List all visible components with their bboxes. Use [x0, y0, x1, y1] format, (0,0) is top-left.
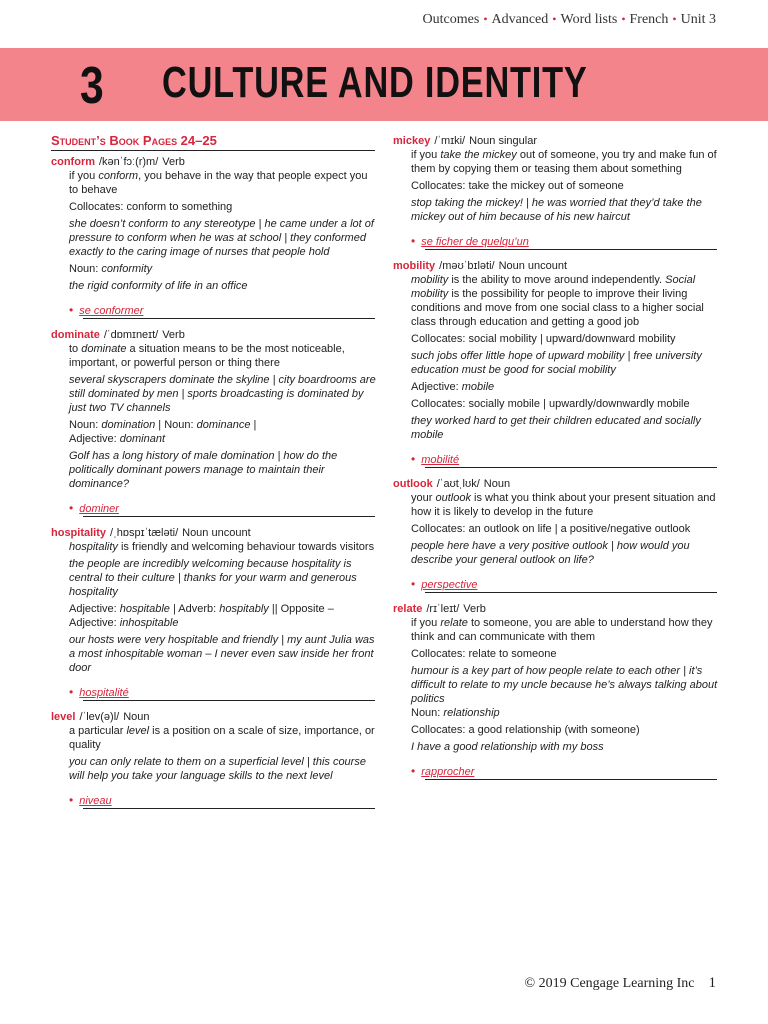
bullet-separator: •	[483, 12, 488, 26]
left-column	[51, 134, 376, 814]
related-adjective	[69, 432, 376, 446]
definition-text: to someone, you are able to understand how they think and can communicate with them	[411, 617, 713, 643]
label: Adjective:	[411, 381, 462, 393]
example: several skyscrapers dominate the skyline | city boardrooms are still dominated by men | sports broadcasting is dominated by just two TV channels	[69, 374, 376, 414]
headword-line	[51, 155, 376, 169]
definition	[69, 342, 376, 370]
underline-rule	[83, 808, 375, 809]
definition-text: is friendly and welcoming behaviour towards visitors	[117, 541, 375, 553]
crumb-unit: Unit 3	[680, 12, 716, 27]
definition-text: your	[411, 492, 436, 504]
crumb-level: Advanced	[491, 12, 549, 27]
definition-text: a situation means to be the most noticeable, important, or powerful person or thing there	[69, 343, 345, 369]
entry-outlook	[393, 477, 718, 592]
underline-rule	[83, 516, 375, 517]
pronunciation: /məʊˈbɪləti/	[439, 260, 495, 272]
definition-term: dominate	[81, 343, 127, 355]
related-adjective	[411, 380, 718, 394]
bullet-icon: •	[69, 685, 74, 699]
headword-line	[393, 134, 718, 148]
bullet-icon: •	[69, 793, 74, 807]
unit-number: 3	[80, 57, 104, 115]
crumb-wordlists: Word lists	[560, 12, 618, 27]
label: Adjective:	[69, 433, 120, 445]
definition-text: is a position on a scale of size, importance, or quality	[69, 725, 375, 751]
entry-body	[51, 540, 376, 675]
definition-text: is what you think about your present situation and how it is likely to develop in the future	[411, 492, 716, 518]
part-of-speech: Noun	[123, 711, 150, 723]
collocates: Collocates: socially mobile | upwardly/downwardly mobile	[411, 398, 690, 410]
label: Noun:	[411, 707, 444, 719]
crumb-language: French	[629, 12, 669, 27]
definition-text: if you	[411, 617, 441, 629]
pronunciation: /ˈdɒmɪneɪt/	[103, 329, 159, 341]
separator: |	[250, 419, 257, 431]
headword: hospitality	[51, 527, 107, 539]
headword-line	[51, 328, 376, 342]
definition	[69, 540, 376, 554]
example: Golf has a long history of male domination | how do the politically dominant powers manage to maintain their dominance?	[69, 450, 338, 490]
page-number: 1	[708, 975, 716, 991]
definition	[411, 616, 718, 644]
underline-rule	[83, 318, 375, 319]
related-word: domination	[101, 419, 156, 431]
bullet-icon: •	[411, 452, 416, 466]
label: Adjective:	[69, 603, 120, 615]
headword-line	[393, 259, 718, 273]
translation: dominer	[79, 503, 119, 515]
bullet-icon: •	[411, 764, 416, 778]
translation: hospitalité	[79, 687, 129, 699]
example: I have a good relationship with my boss	[411, 741, 604, 753]
section-heading: Student’s Book Pages 24–25	[51, 134, 375, 151]
collocates: Collocates: take the mickey out of someone	[411, 180, 624, 192]
related-word: hospitably	[219, 603, 269, 615]
definition-text: if you	[69, 170, 99, 182]
label: || Opposite – Adjective:	[69, 603, 334, 629]
crumb-outcomes: Outcomes	[422, 12, 480, 27]
pronunciation: /ˈmɪki/	[434, 135, 466, 147]
definition	[411, 148, 718, 176]
unit-banner	[0, 48, 768, 121]
entry-body	[393, 273, 718, 442]
part-of-speech: Noun	[483, 478, 511, 490]
definition-text: is the possibility for people to improve their living conditions and move from one social class to a higher social class through education and getting a good job	[411, 288, 704, 328]
label: | Adverb:	[169, 603, 220, 615]
definition-text: is the ability to move around independently.	[448, 274, 666, 286]
entry-hospitality	[51, 526, 376, 700]
pronunciation: /rɪˈleɪt/	[426, 603, 460, 615]
example: humour is a key part of how people relate to each other | it’s difficult to relate to my uncle because he’s always talking about politics	[411, 665, 718, 705]
example: our hosts were very hospitable and friendly | my aunt Julia was a most inhospitable woman – I never even saw inside her front door	[69, 634, 375, 674]
part-of-speech: Verb	[162, 156, 185, 168]
part-of-speech: Verb	[162, 329, 185, 341]
headword: mobility	[393, 260, 436, 272]
definition-term: mobility	[411, 274, 449, 286]
translation-line	[411, 577, 717, 592]
definition-text: if you	[411, 149, 441, 161]
definition-term: conform	[98, 170, 139, 182]
definition	[69, 169, 376, 197]
translation-line	[411, 452, 717, 467]
pronunciation: /kənˈfɔː(r)m/	[99, 156, 159, 168]
part-of-speech: Verb	[463, 603, 486, 615]
definition-text: , you behave in the way that people expect you to behave	[69, 170, 368, 196]
definition	[411, 273, 718, 329]
definition-text: a particular	[69, 725, 127, 737]
definition	[69, 724, 376, 752]
translation: se ficher de quelqu’un	[421, 236, 529, 248]
entry-dominate	[51, 328, 376, 516]
definition-term: hospitality	[69, 541, 118, 553]
headword: relate	[393, 603, 423, 615]
translation: mobilité	[421, 454, 460, 466]
entry-relate	[393, 602, 718, 779]
translation-line	[411, 764, 717, 779]
collocates: Collocates: relate to someone	[411, 648, 557, 660]
pronunciation: /ˌhɒspɪˈtæləti/	[110, 527, 179, 539]
example: such jobs offer little hope of upward mobility | free university education must be good for social mobility	[411, 350, 702, 376]
part-of-speech: Noun uncount	[498, 260, 568, 272]
example: the people are incredibly welcoming because hospitality is central to their culture | thanks for your warm and generous hospitality	[69, 558, 357, 598]
pronunciation: /ˈaʊtˌlʊk/	[436, 478, 480, 490]
entry-level	[51, 710, 376, 808]
bullet-separator: •	[621, 12, 626, 26]
definition-term: level	[126, 725, 150, 737]
related-word: dominance	[196, 419, 251, 431]
breadcrumb	[423, 12, 716, 28]
related-word: conformity	[101, 263, 153, 275]
definition-text: to	[69, 343, 82, 355]
definition-term: Social mobility	[411, 274, 696, 300]
headword-line	[393, 477, 718, 491]
translation-line	[69, 685, 375, 700]
translation: niveau	[79, 795, 112, 807]
related-word: mobile	[461, 381, 495, 393]
entry-body	[393, 616, 718, 754]
related-noun	[69, 262, 376, 276]
bullet-separator: •	[672, 12, 677, 26]
entry-body	[51, 724, 376, 783]
entry-body	[393, 491, 718, 567]
entry-mickey	[393, 134, 718, 249]
definition-term: take the mickey	[440, 149, 517, 161]
headword-line	[51, 710, 376, 724]
part-of-speech: Noun singular	[469, 135, 537, 147]
definition	[411, 491, 718, 519]
entry-conform	[51, 155, 376, 318]
headword: dominate	[51, 329, 100, 341]
translation: rapprocher	[421, 766, 475, 778]
translation: perspective	[421, 579, 478, 591]
page-footer	[524, 975, 716, 992]
example: you can only relate to them on a superficial level | this course will help you take your language skills to the next level	[69, 756, 366, 782]
example: stop taking the mickey! | he was worried that they’d take the mickey out of him because of his new haircut	[411, 197, 702, 223]
entry-body	[393, 148, 718, 224]
right-column	[393, 134, 718, 785]
copyright: © 2019 Cengage Learning Inc	[524, 976, 695, 991]
example: she doesn’t conform to any stereotype | he came under a lot of pressure to conform when he was at school | they conformed exactly to the caring image of nurses that people hold	[69, 218, 374, 258]
label: Noun:	[69, 419, 102, 431]
entry-body	[51, 169, 376, 293]
unit-title: CULTURE AND IDENTITY	[162, 58, 588, 107]
collocates: Collocates: social mobility | upward/downward mobility	[411, 333, 676, 345]
translation-line	[411, 234, 717, 249]
bullet-icon: •	[411, 234, 416, 248]
related-noun	[411, 706, 718, 720]
bullet-icon: •	[411, 577, 416, 591]
example: the rigid conformity of life in an office	[69, 280, 248, 292]
translation-line	[69, 303, 375, 318]
headword-line	[51, 526, 376, 540]
collocates: Collocates: an outlook on life | a positive/negative outlook	[411, 523, 691, 535]
underline-rule	[425, 249, 717, 250]
bullet-icon: •	[69, 303, 74, 317]
collocates: Collocates: a good relationship (with someone)	[411, 724, 640, 736]
bullet-separator: •	[552, 12, 557, 26]
underline-rule	[425, 592, 717, 593]
translation-line	[69, 501, 375, 516]
related-forms	[69, 602, 376, 630]
collocates: Collocates: conform to something	[69, 201, 233, 213]
example: people here have a very positive outlook | how would you describe your general outlook on life?	[411, 540, 690, 566]
underline-rule	[425, 779, 717, 780]
underline-rule	[425, 467, 717, 468]
part-of-speech: Noun uncount	[182, 527, 251, 539]
definition-term: relate	[440, 617, 468, 629]
definition-term: outlook	[435, 492, 471, 504]
example: they worked hard to get their children educated and socially mobile	[411, 415, 701, 441]
related-word: inhospitable	[119, 617, 179, 629]
headword: outlook	[393, 478, 433, 490]
headword: level	[51, 711, 76, 723]
entry-mobility	[393, 259, 718, 467]
related-word: hospitable	[119, 603, 170, 615]
pronunciation: /ˈlev(ə)l/	[79, 711, 120, 723]
label: Noun:	[69, 263, 102, 275]
label: | Noun:	[155, 419, 197, 431]
headword-line	[393, 602, 718, 616]
underline-rule	[83, 700, 375, 701]
related-nouns	[69, 418, 376, 432]
headword: conform	[51, 156, 95, 168]
bullet-icon: •	[69, 501, 74, 515]
related-word: dominant	[119, 433, 166, 445]
related-word: relationship	[443, 707, 500, 719]
entry-body	[51, 342, 376, 491]
translation-line	[69, 793, 375, 808]
translation: se conformer	[79, 305, 144, 317]
definition-text: out of someone, you try and make fun of them by copying them or teasing them about something	[411, 149, 717, 175]
headword: mickey	[393, 135, 431, 147]
